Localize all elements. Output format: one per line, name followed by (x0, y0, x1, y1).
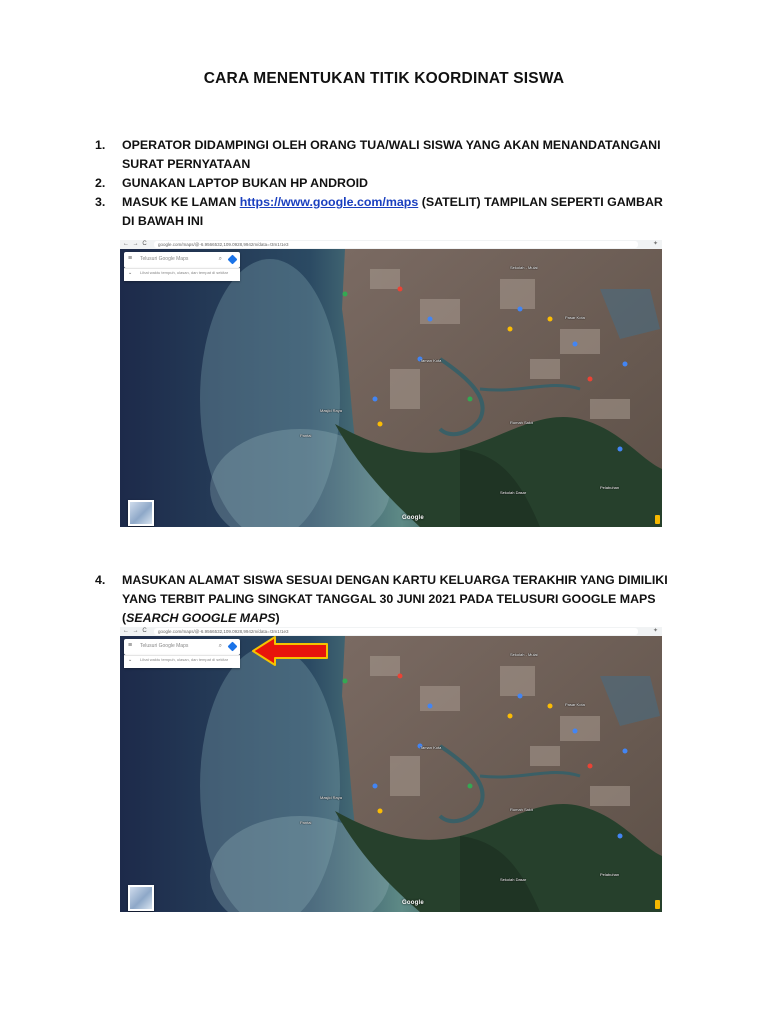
browser-url[interactable]: google.com/maps/@-6.9566532,109.0928,9942m/data=!3m1!1e3 (154, 628, 638, 635)
place-label: Pantai (300, 820, 312, 825)
place-label: Masjid Raya (320, 408, 343, 413)
place-label: Rumah Sakit (510, 420, 533, 425)
chevron-down-icon[interactable]: ⌄ (128, 657, 133, 663)
place-label: Pantai (300, 433, 312, 438)
place-label: Pasar Kota (565, 702, 585, 707)
step-text: OPERATOR DIDAMPINGI OLEH ORANG TUA/WALI SISWA YANG AKAN MENANDATANGANI SURAT PERNYATAAN (122, 138, 661, 171)
place-label: Taman Kota (420, 745, 442, 750)
google-maps-link[interactable]: https://www.google.com/maps (239, 195, 419, 209)
search-placeholder: Telusuri Google Maps (140, 643, 189, 649)
step-text-after: ) (275, 611, 280, 625)
place-label: Sekolah - Mulai (510, 652, 538, 657)
maps-search-box[interactable] (124, 252, 240, 268)
step-number: 1. (95, 138, 106, 152)
layers-thumbnail[interactable] (128, 500, 154, 526)
search-icon[interactable]: ⌕ (218, 643, 222, 649)
red-arrow-icon (251, 634, 329, 668)
hint-text: Lihat waktu tempuh, ulasan, dan tempat di sekitar (140, 270, 229, 275)
maps-screenshot-2 (120, 627, 662, 912)
step-number: 2. (95, 176, 106, 190)
menu-icon[interactable]: ≡ (128, 255, 133, 262)
place-label: Masjid Raya (320, 795, 343, 800)
step-number: 4. (95, 573, 106, 587)
google-logo: Google (402, 900, 424, 906)
maps-hint-card[interactable] (124, 268, 240, 281)
search-icon[interactable]: ⌕ (218, 256, 222, 262)
pegman-icon[interactable] (655, 515, 660, 524)
browser-url[interactable]: google.com/maps/@-6.9566532,109.0928,9942m/data=!3m1!1e3 (154, 241, 638, 248)
page-title: CARA MENENTUKAN TITIK KOORDINAT SISWA (203, 70, 565, 87)
maps-search-box[interactable] (124, 639, 240, 655)
bookmark-icon: ✦ (652, 628, 658, 634)
step-text-before: MASUK KE LAMAN (122, 195, 240, 209)
browser-nav-icons: ← → C (123, 628, 148, 634)
hint-text: Lihat waktu tempuh, ulasan, dan tempat di sekitar (140, 657, 229, 662)
directions-icon[interactable] (228, 642, 238, 652)
maps-screenshot-1 (120, 240, 662, 527)
place-label: Pelabuhan (600, 872, 620, 877)
search-placeholder: Telusuri Google Maps (140, 256, 189, 262)
place-label: Sekolah - Mulai (510, 265, 538, 270)
directions-icon[interactable] (228, 255, 238, 265)
layers-thumbnail[interactable] (128, 885, 154, 911)
google-logo: Google (402, 515, 424, 521)
step-text (122, 193, 672, 231)
maps-hint-card[interactable] (124, 655, 240, 668)
chevron-down-icon[interactable]: ⌄ (128, 270, 133, 276)
place-label: Rumah Sakit (510, 807, 533, 812)
step-text-before: MASUKAN ALAMAT SISWA SESUAI DENGAN KARTU KELUARGA TERAKHIR YANG DIMILIKI YANG TERBIT PALING SINGKAT TANGGAL 30 JUNI 2021 PADA TELUSURI GOOGLE MAPS ( (122, 573, 668, 625)
browser-nav-icons: ← → C (123, 241, 148, 247)
place-label: Pelabuhan (600, 485, 620, 490)
step-number: 3. (95, 195, 106, 209)
step-text: GUNAKAN LAPTOP BUKAN HP ANDROID (122, 176, 368, 190)
bookmark-icon: ✦ (652, 241, 658, 247)
pegman-icon[interactable] (655, 900, 660, 909)
satellite-map (120, 636, 662, 912)
satellite-map (120, 249, 662, 527)
menu-icon[interactable]: ≡ (128, 642, 133, 649)
place-label: Sekolah Dasar (500, 877, 527, 882)
place-label: Sekolah Dasar (500, 490, 527, 495)
step-text-italic: SEARCH GOOGLE MAPS (126, 611, 276, 625)
place-label: Taman Kota (420, 358, 442, 363)
place-label: Pasar Kota (565, 315, 585, 320)
step-text (122, 571, 672, 628)
step-text-after: (SATELIT) TAMPILAN SEPERTI GAMBAR DI BAWAH INI (122, 195, 663, 228)
